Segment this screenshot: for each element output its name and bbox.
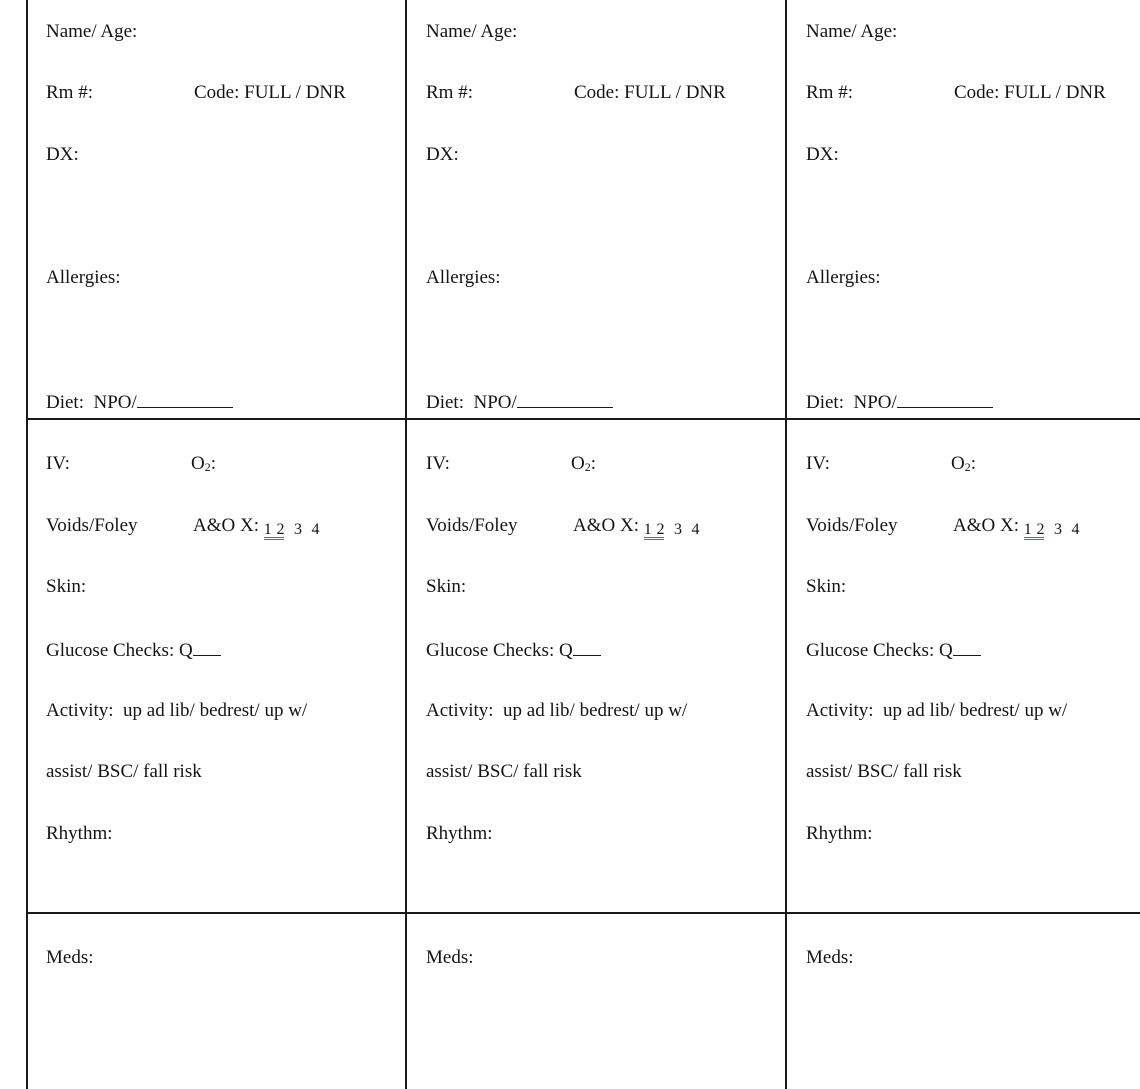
room-label: Rm #: (806, 82, 853, 103)
activity-label-line2: assist/ BSC/ fall risk (426, 761, 582, 782)
glucose-label: Glucose Checks: Q (46, 639, 221, 660)
meds-label: Meds: (426, 947, 474, 968)
activity-label-line2: assist/ BSC/ fall risk (806, 761, 962, 782)
activity-label-line1: Activity: up ad lib/ bedrest/ up w/ (806, 700, 1068, 721)
column-divider-left (26, 0, 28, 1089)
diet-label: Diet: NPO/ (46, 391, 233, 412)
dx-label: DX: (806, 144, 839, 165)
voids-foley-label: Voids/Foley (426, 515, 518, 536)
name-age-label: Name/ Age: (46, 21, 138, 42)
activity-label-line1: Activity: up ad lib/ bedrest/ up w/ (46, 700, 308, 721)
o2-label: O2: (951, 453, 977, 474)
diet-blank-line (517, 391, 613, 408)
name-age-label: Name/ Age: (806, 21, 898, 42)
iv-label: IV: (46, 453, 70, 474)
rhythm-label: Rhythm: (46, 823, 113, 844)
o2-label: O2: (571, 453, 597, 474)
glucose-blank-line (573, 639, 601, 656)
skin-label: Skin: (806, 576, 847, 597)
room-label: Rm #: (46, 82, 93, 103)
skin-label: Skin: (46, 576, 87, 597)
voids-foley-label: Voids/Foley (46, 515, 138, 536)
diet-label: Diet: NPO/ (426, 391, 613, 412)
allergies-label: Allergies: (46, 267, 121, 288)
iv-label: IV: (806, 453, 830, 474)
ao-underlined-options: 1 2 (644, 515, 665, 540)
room-label: Rm #: (426, 82, 473, 103)
code-status-label: Code: FULL / DNR (574, 82, 726, 103)
patient-card-1 (46, 0, 424, 1089)
ao-label: A&O X: 1 2 3 4 (573, 515, 700, 538)
activity-label-line1: Activity: up ad lib/ bedrest/ up w/ (426, 700, 688, 721)
diet-blank-line (897, 391, 993, 408)
patient-card-2 (426, 0, 804, 1089)
ao-underlined-options: 1 2 (264, 515, 285, 540)
glucose-blank-line (953, 639, 981, 656)
o2-label: O2: (191, 453, 217, 474)
ao-underlined-options: 1 2 (1024, 515, 1045, 540)
code-status-label: Code: FULL / DNR (194, 82, 346, 103)
skin-label: Skin: (426, 576, 467, 597)
voids-foley-label: Voids/Foley (806, 515, 898, 536)
ao-label: A&O X: 1 2 3 4 (193, 515, 320, 538)
code-status-label: Code: FULL / DNR (954, 82, 1106, 103)
patient-card-3 (806, 0, 1140, 1089)
allergies-label: Allergies: (426, 267, 501, 288)
glucose-blank-line (193, 639, 221, 656)
name-age-label: Name/ Age: (426, 21, 518, 42)
glucose-label: Glucose Checks: Q (426, 639, 601, 660)
diet-blank-line (137, 391, 233, 408)
dx-label: DX: (426, 144, 459, 165)
diet-label: Diet: NPO/ (806, 391, 993, 412)
rhythm-label: Rhythm: (426, 823, 493, 844)
meds-label: Meds: (46, 947, 94, 968)
ao-label: A&O X: 1 2 3 4 (953, 515, 1080, 538)
meds-label: Meds: (806, 947, 854, 968)
dx-label: DX: (46, 144, 79, 165)
glucose-label: Glucose Checks: Q (806, 639, 981, 660)
activity-label-line2: assist/ BSC/ fall risk (46, 761, 202, 782)
rhythm-label: Rhythm: (806, 823, 873, 844)
iv-label: IV: (426, 453, 450, 474)
allergies-label: Allergies: (806, 267, 881, 288)
